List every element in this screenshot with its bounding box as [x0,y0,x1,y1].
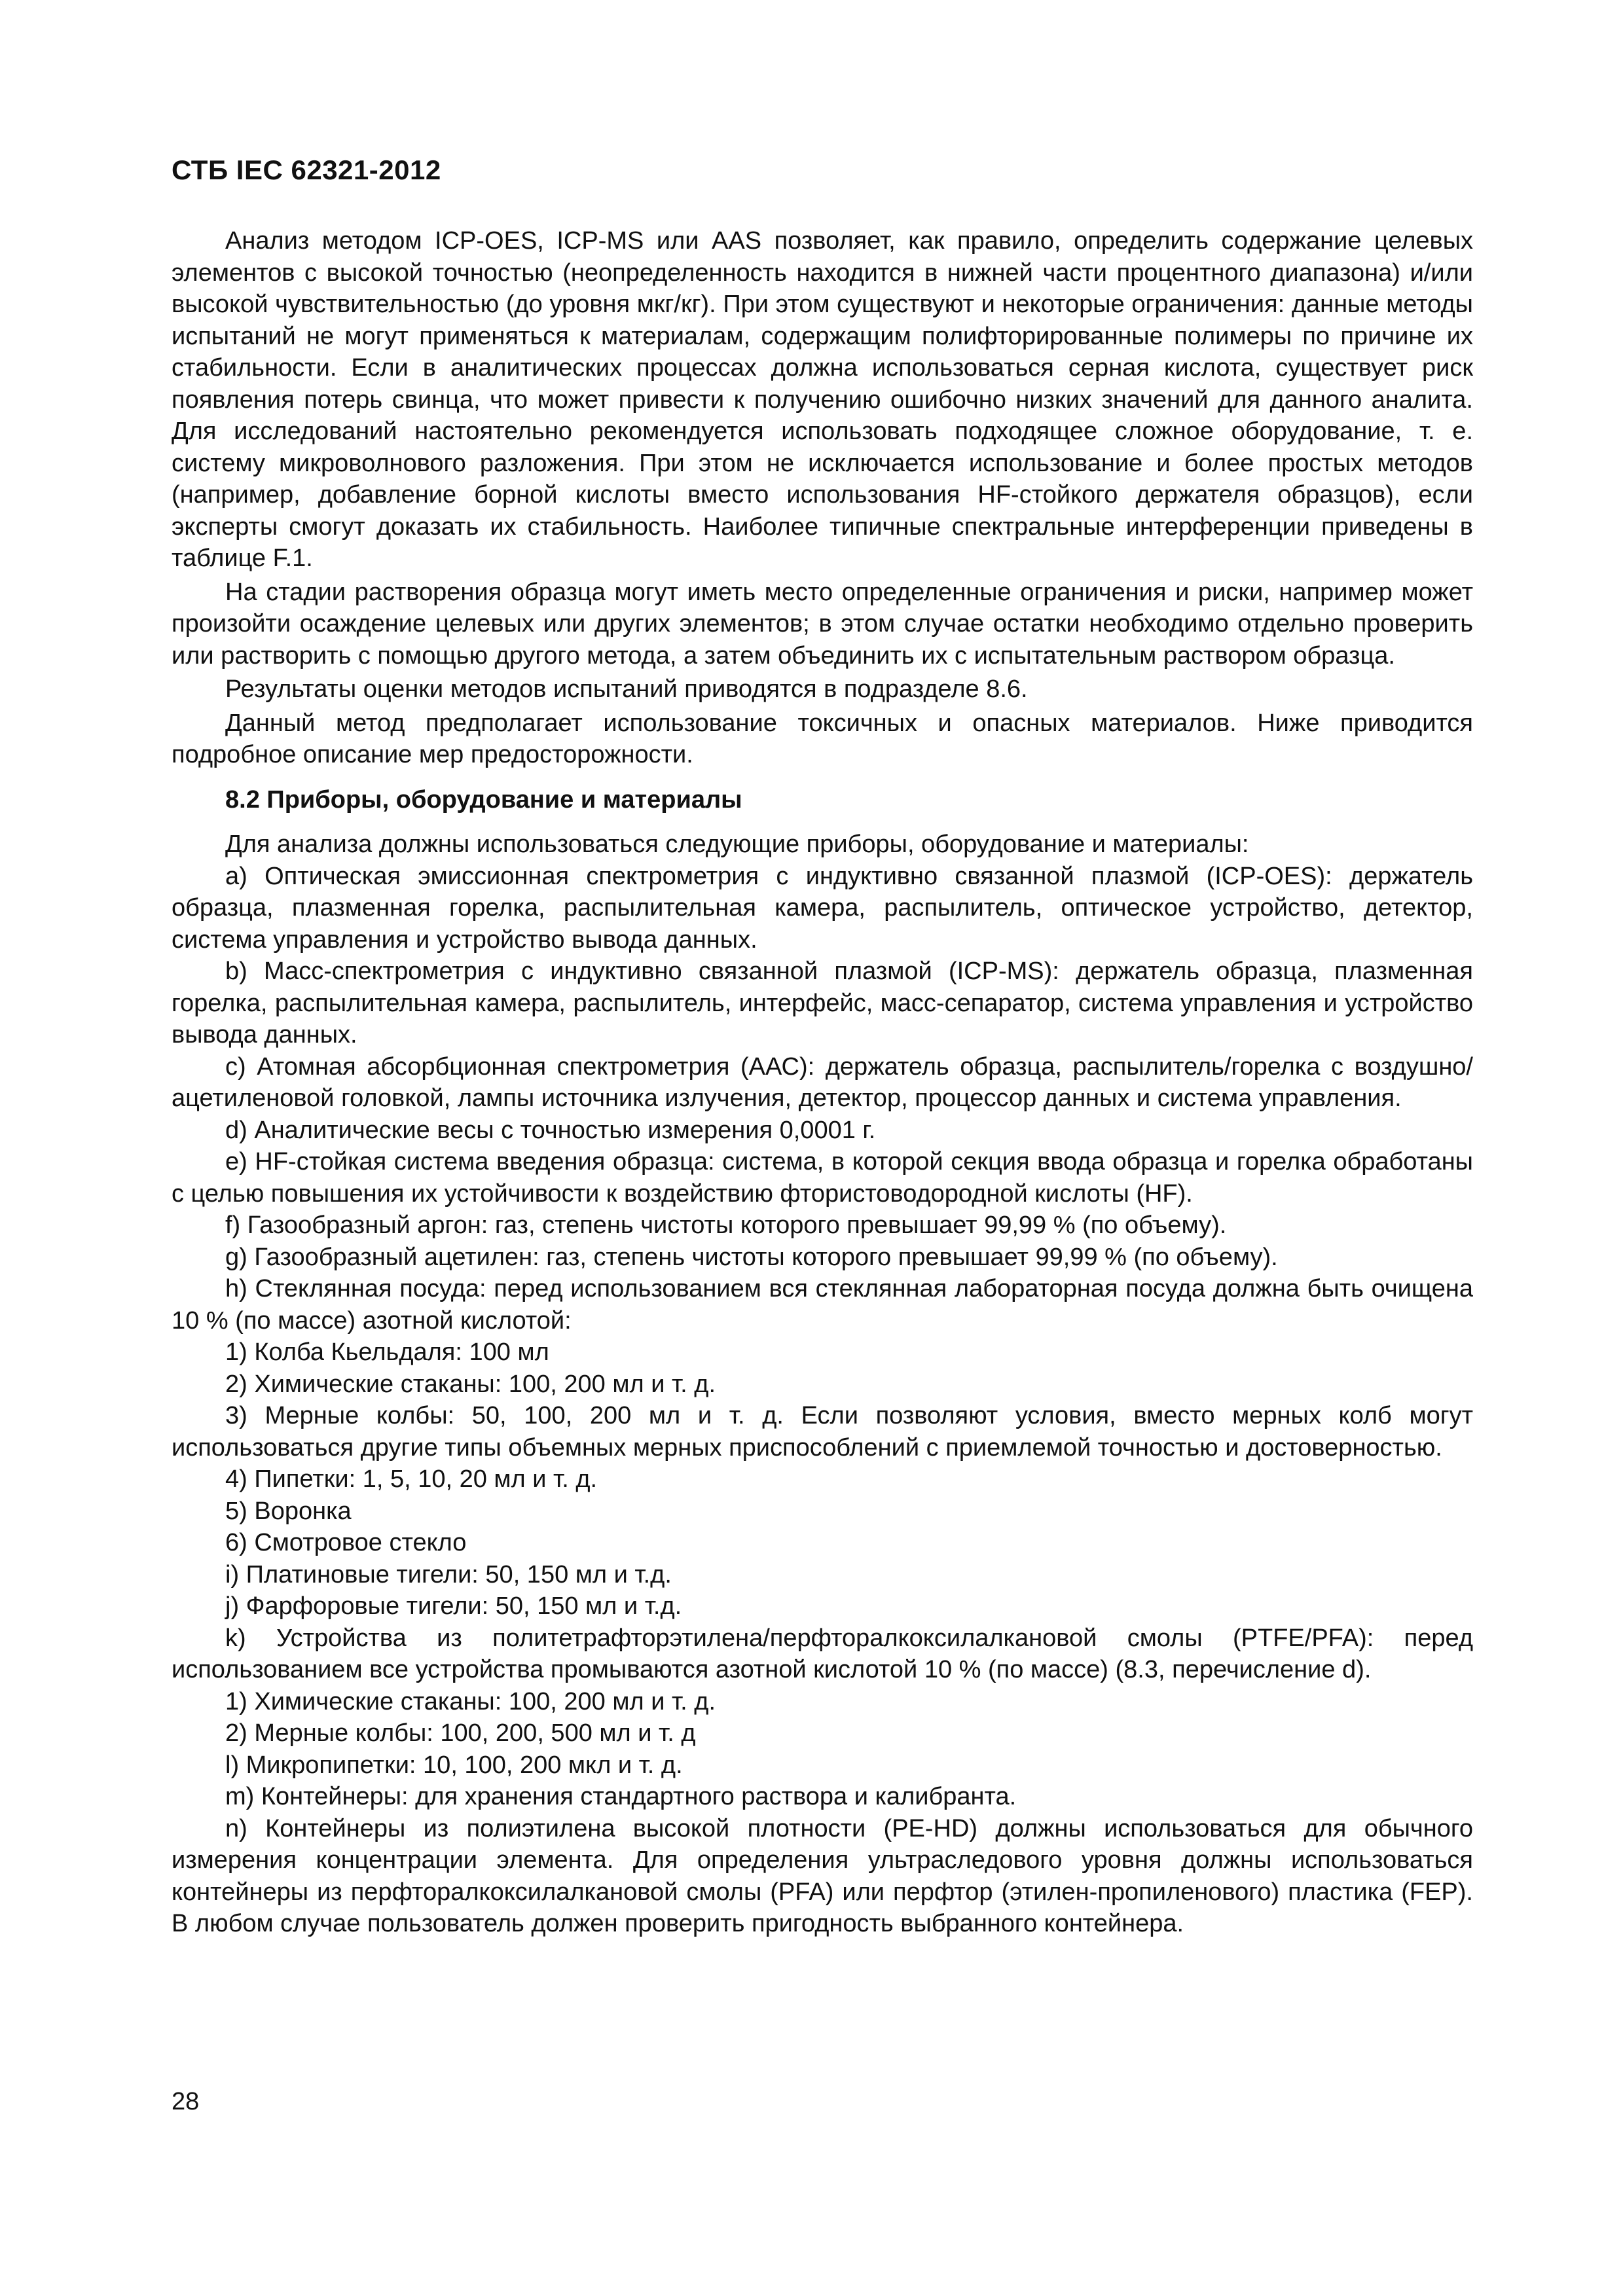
list-item: a) Оптическая эмиссионная спектрометрия с индуктивно связанной плазмой (ICP-OES): держатель образца, плазменная горелка, распылительная камера, распылитель, оптическое устройство, детектор, система управления и устройство вывода данных. [172,862,1473,954]
list-item: 5) Воронка [225,1497,352,1525]
list-item: 2) Химические стаканы: 100, 200 мл и т. д. [225,1370,716,1398]
paragraph-dissolution-risks: На стадии растворения образца могут иметь место определенные ограничения и риски, например может произойти осаждение целевых или других элементов; в этом случае остатки необходимо отдельно проверить или растворить с помощью другого метода, а затем объединить их с испытательным раствором образца. [172,578,1473,670]
list-item: 6) Смотровое стекло [225,1529,467,1556]
document-code-header: СТБ IEC 62321-2012 [172,154,441,185]
list-item: 4) Пипетки: 1, 5, 10, 20 мл и т. д. [225,1465,598,1493]
list-item: b) Масс-спектрометрия с индуктивно связанной плазмой (ICP-MS): держатель образца, плазменная горелка, распылительная камера, распылитель, интерфейс, масс-сепаратор, система управления и устройство вывода данных. [172,958,1473,1049]
list-item: i) Платиновые тигели: 50, 150 мл и т.д. [225,1560,672,1588]
list-item: 1) Колба Кьельдаля: 100 мл [225,1338,549,1366]
list-item: m) Контейнеры: для хранения стандартного раствора и калибранта. [225,1783,1017,1810]
paragraph-safety-note: Данный метод предполагает использование токсичных и опасных материалов. Ниже приводится подробное описание мер предосторожности. [172,709,1473,768]
list-item: d) Аналитические весы с точностью измерения 0,0001 г. [225,1116,876,1144]
paragraph-analysis-methods: Анализ методом ICP-OES, ICP-MS или AAS позволяет, как правило, определить содержание целевых элементов с высокой точностью (неопределенность находится в нижней части процентного диапазона) и/или высокой чувствительностью (до уровня мкг/кг). При этом существуют и некоторые ограничения: данные методы испытаний не могут применяться к материалам, содержащим полифторированные полимеры по причине их стабильности. Если в аналитических процессах должна использоваться серная кислота, существует риск появления потерь свинца, что может привести к получению ошибочно низких значений для данного аналита. Для исследований настоятельно рекомендуется использовать подходящее сложное оборудование, т. е. систему микроволнового разложения. При этом не исключается использование и более простых методов (например, добавление борной кислоты вместо использования HF-стойкого держателя образцов), если эксперты смогут доказать их стабильность. Наиболее типичные спектральные интерференции приведены в таблице F.1. [172,227,1473,572]
list-item: e) HF-стойкая система введения образца: система, в которой секция ввода образца и горелка обработаны с целью повышения их устойчивости к воздействию фтористоводородной кислоты (HF). [172,1148,1473,1208]
paragraph-evaluation-results: Результаты оценки методов испытаний приводятся в подразделе 8.6. [225,675,1028,703]
list-item: 2) Мерные колбы: 100, 200, 500 мл и т. д [225,1719,696,1747]
list-item: g) Газообразный ацетилен: газ, степень чистоты которого превышает 99,99 % (по объему). [225,1243,1278,1271]
list-item: j) Фарфоровые тигели: 50, 150 мл и т.д. [225,1592,682,1620]
list-item: f) Газообразный аргон: газ, степень чистоты которого превышает 99,99 % (по объему). [225,1211,1227,1239]
document-body [172,225,1473,1940]
list-item: Для анализа должны использоваться следующие приборы, оборудование и материалы: [225,831,1249,858]
section-title: 8.2 Приборы, оборудование и материалы [225,785,742,814]
list-item: l) Микропипетки: 10, 100, 200 мкл и т. д. [225,1751,683,1779]
list-item: k) Устройства из политетрафторэтилена/перфторалкоксилалкановой смолы (PTFE/PFA): перед использованием все устройства промываются азотной кислотой 10 % (по массе) (8.3, перечисление d). [172,1624,1473,1683]
list-item: c) Атомная абсорбционная спектрометрия (ААС): держатель образца, распылитель/горелка с воздушно/ацетиленовой головкой, лампы источника излучения, детектор, процессор данных и система управления. [172,1052,1473,1112]
list-item: 3) Мерные колбы: 50, 100, 200 мл и т. д. Если позволяют условия, вместо мерных колб могут использоваться другие типы объемных мерных приспособлений с приемлемой точностью и достоверностью. [172,1402,1473,1462]
page-number: 28 [172,2088,200,2115]
list-item: n) Контейнеры из полиэтилена высокой плотности (PE-HD) должны использоваться для обычного измерения концентрации элемента. Для определения ультраследового уровня должны использоваться контейнеры из перфторалкоксилалкановой смолы (PFA) или перфтор (этилен-пропиленового) пластика (FEP). В любом случае пользователь должен проверить пригодность выбранного контейнера. [172,1814,1473,1937]
list-item: 1) Химические стаканы: 100, 200 мл и т. д. [225,1687,716,1715]
list-item: h) Стеклянная посуда: перед использованием вся стеклянная лабораторная посуда должна быть очищена 10 % (по массе) азотной кислотой: [172,1275,1473,1335]
